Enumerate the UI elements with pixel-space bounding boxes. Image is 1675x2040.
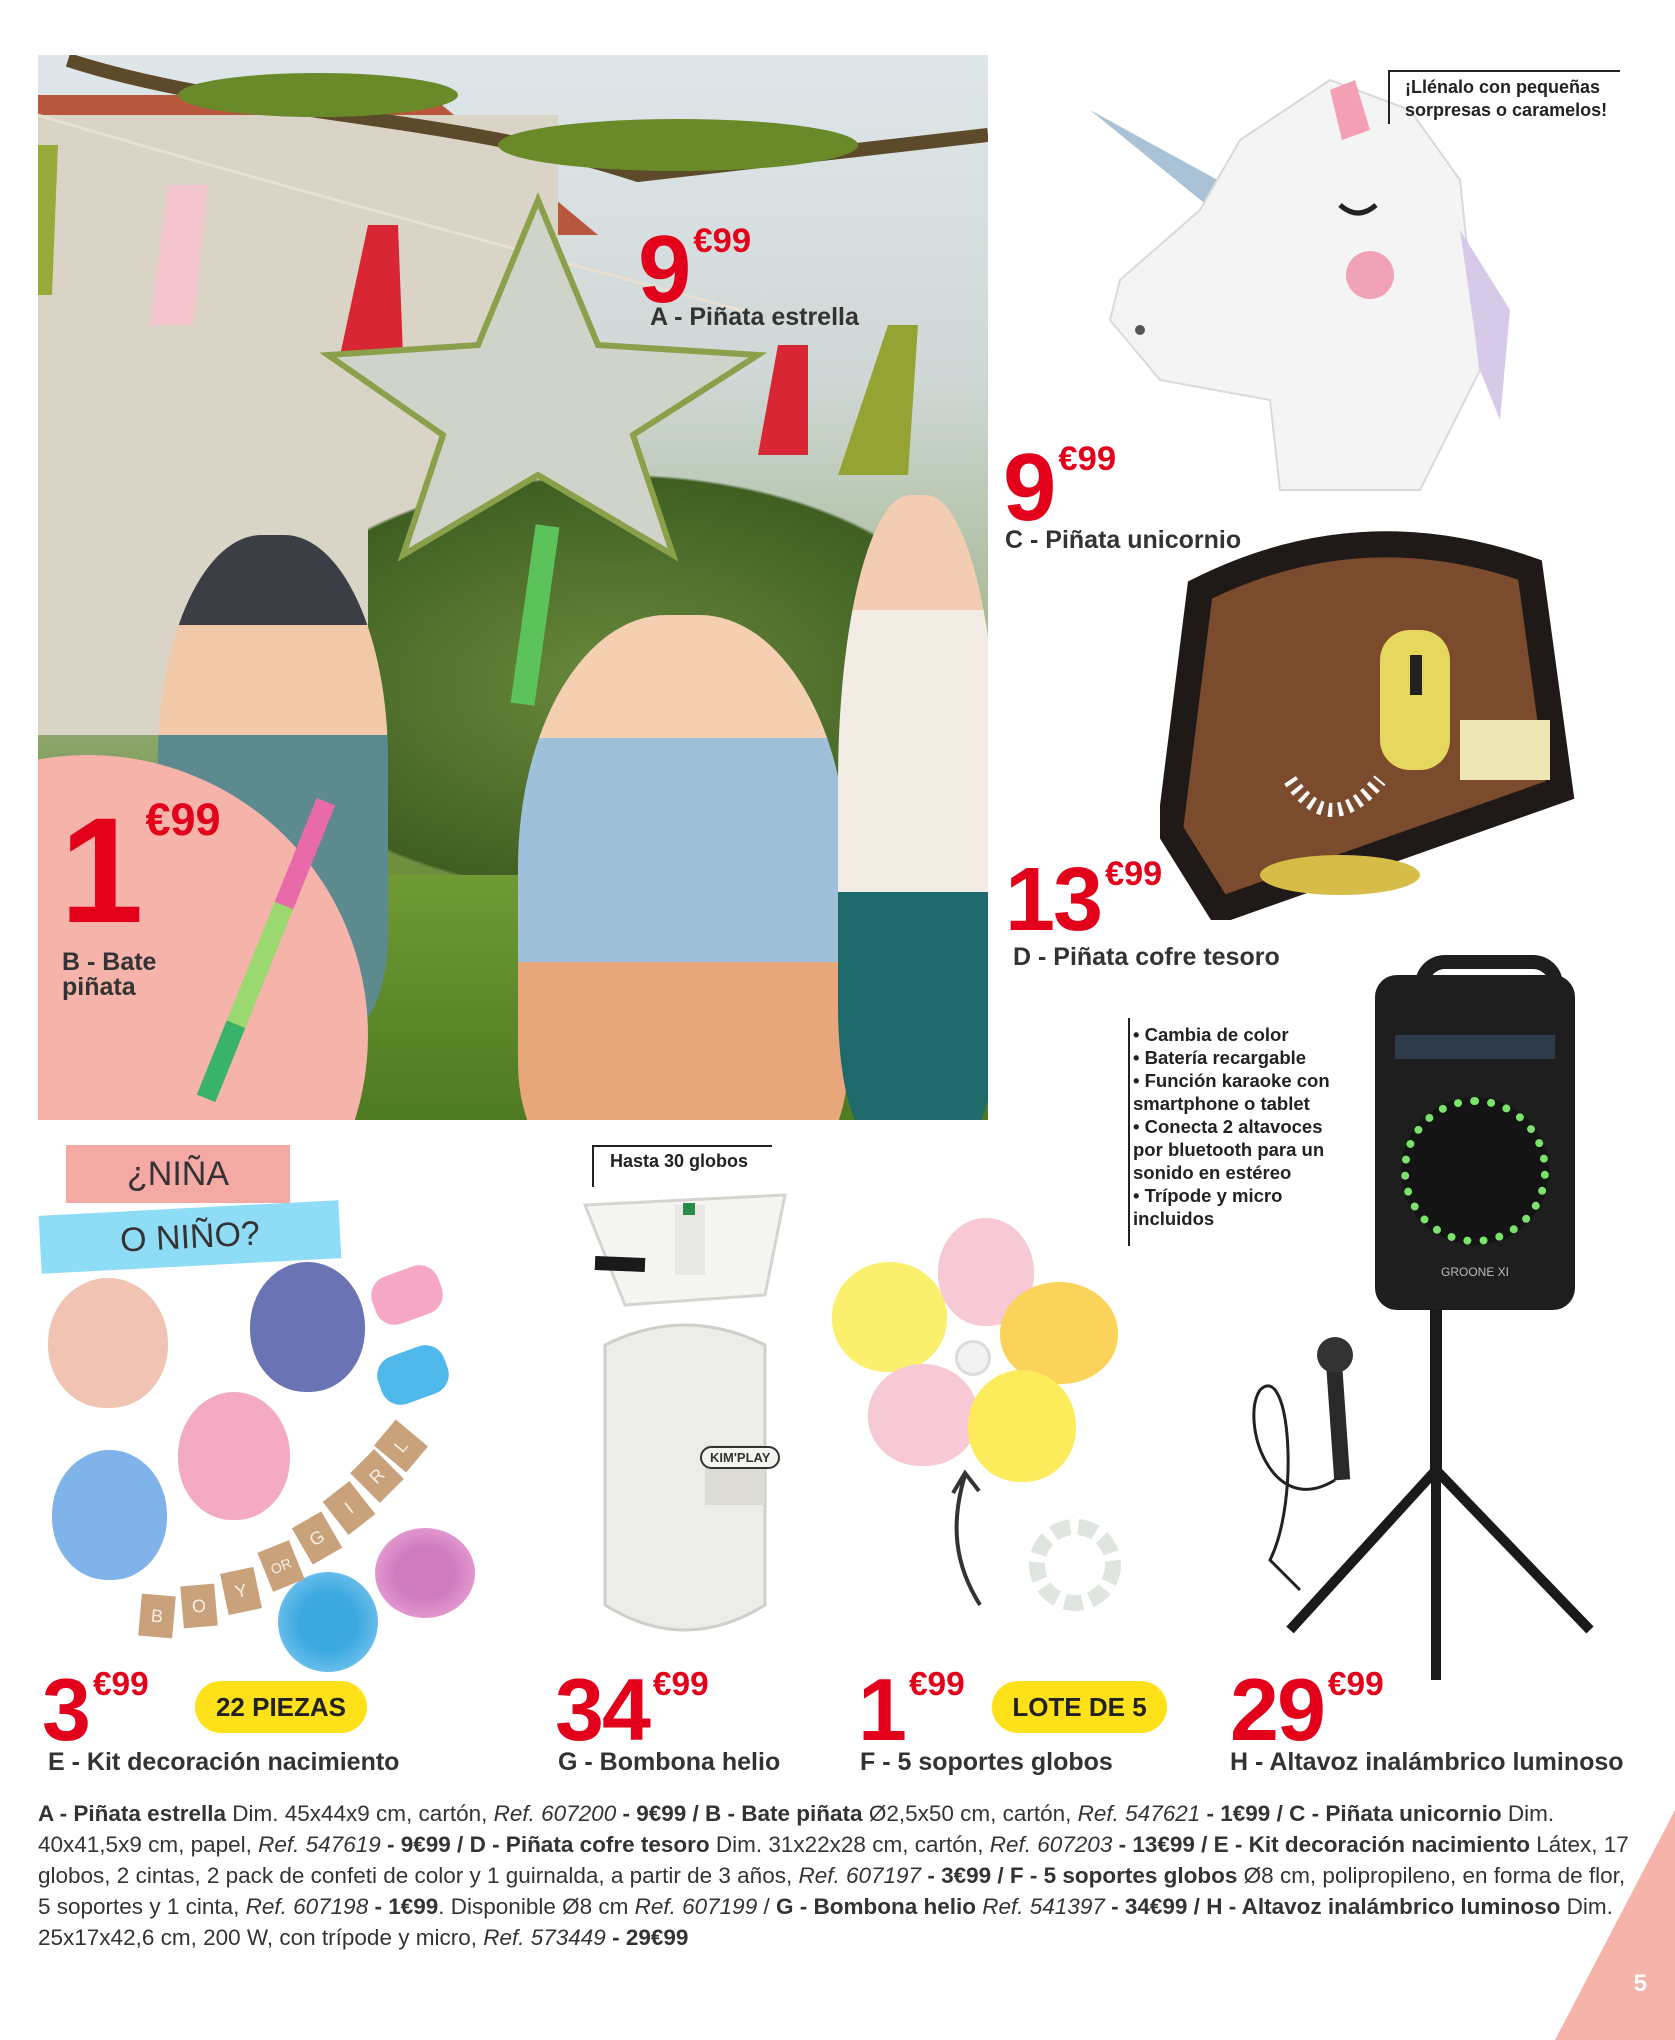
feature-4b: por bluetooth para un [1133, 1139, 1325, 1160]
desc-g-price: - 34€99 / [1104, 1894, 1200, 1919]
child-middle [518, 615, 848, 1120]
banner-letter-or: OR [257, 1540, 304, 1592]
banner-letter-o: O [180, 1584, 218, 1629]
desc-f-ref2: Ref. 607199 [634, 1894, 758, 1919]
desc-h-text: Dim. 25x17x42,6 cm, 200 W, con trípode y micro, [38, 1894, 1613, 1950]
speaker-brand: GROONE XI [1440, 1265, 1509, 1279]
label-d: D - Piñata cofre tesoro [1013, 943, 1280, 971]
callout-c [1405, 76, 1607, 122]
price-a: 9 €99 [638, 216, 752, 323]
banner-letter-b: B [138, 1594, 176, 1639]
price-b: 1€99 [60, 786, 221, 954]
price-e: 3 €99 [42, 1660, 149, 1759]
desc-h-name: H - Altavoz inalámbrico luminoso [1206, 1894, 1561, 1919]
desc-a-ref: Ref. 607200 [493, 1801, 617, 1826]
label-e: E - Kit decoración nacimiento [48, 1748, 400, 1776]
desc-d-price: - 13€99 / [1112, 1832, 1214, 1857]
desc-c-name: C - Piñata unicornio [1289, 1801, 1502, 1826]
desc-f-text: Ø8 cm, polipropileno, en forma de flor, 5 soportes y 1 cinta, [38, 1863, 1626, 1919]
callout-h-line [1128, 1018, 1130, 1246]
tripod-and-microphone-image [1230, 1300, 1650, 1700]
banner-letter-y: Y [220, 1567, 262, 1615]
feature-2: • Batería recargable [1133, 1047, 1307, 1068]
callout-c-line1: ¡Llénalo con pequeñas [1405, 77, 1601, 97]
feature-5b: incluidos [1133, 1208, 1215, 1229]
desc-e-text: Látex, 17 globos, 2 cintas, 2 pack de confeti de color y 1 guirnalda, a partir de 3 años, [38, 1832, 1629, 1888]
label-b-line1: B - Bate [62, 948, 157, 976]
desc-f-price: - 1€99 [368, 1894, 439, 1919]
desc-f-ref: Ref. 607198 [245, 1894, 369, 1919]
desc-h-ref: Ref. 573449 [483, 1925, 606, 1950]
label-a: A - Piñata estrella [650, 303, 859, 331]
feature-5: • Trípode y micro [1133, 1185, 1283, 1206]
desc-f-name: F - 5 soportes globos [1009, 1863, 1238, 1888]
desc-a-price: - 9€99 / [616, 1801, 706, 1826]
banner-letter-g: G [292, 1511, 342, 1564]
ribbon-pink [366, 1260, 449, 1331]
feature-4c: sonido en estéreo [1133, 1162, 1292, 1183]
callout-g: Hasta 30 globos [610, 1151, 749, 1171]
hero-photo [38, 55, 988, 1120]
treasure-chest-pinata-image [1160, 530, 1580, 920]
desc-e-name: E - Kit decoración nacimiento [1213, 1832, 1530, 1857]
balloon-blue-purple [250, 1262, 365, 1392]
callout-c-line2: sorpresas o caramelos! [1405, 100, 1608, 120]
desc-c-price: - 9€99 / [380, 1832, 470, 1857]
callout-g-line [592, 1145, 594, 1187]
child-right [838, 495, 988, 1120]
price-f: 1 €99 [858, 1660, 965, 1759]
feature-3b: smartphone o tablet [1133, 1093, 1310, 1114]
desc-f-extra: . Disponible Ø8 cm [438, 1894, 635, 1919]
page-number: 5 [1633, 1970, 1647, 1997]
banner-letter-i: I [323, 1481, 376, 1535]
banner-letter-l: L [374, 1419, 428, 1472]
flower-balloon-yellow-1 [832, 1262, 947, 1372]
label-h: H - Altavoz inalámbrico luminoso [1230, 1748, 1624, 1776]
desc-e-ref: Ref. 607197 [798, 1863, 922, 1888]
label-c: C - Piñata unicornio [1005, 526, 1242, 554]
desc-a-text: Dim. 45x44x9 cm, cartón, [226, 1801, 494, 1826]
desc-e-price: - 3€99 / [921, 1863, 1010, 1888]
speaker-panel [1395, 1035, 1555, 1059]
kimplay-logo: KIM'PLAY [700, 1446, 780, 1469]
desc-g-ref: Ref. 541397 [982, 1894, 1105, 1919]
desc-b-price: - 1€99 / [1200, 1801, 1290, 1826]
flower-balloon-orange [1000, 1282, 1118, 1384]
label-b [62, 950, 156, 1000]
desc-d-text: Dim. 31x22x28 cm, cartón, [709, 1832, 990, 1857]
balloon-peach [48, 1278, 168, 1408]
desc-b-name: B - Bate piñata [705, 1801, 863, 1826]
product-details-text [38, 1798, 1638, 1953]
desc-b-ref: Ref. 547621 [1077, 1801, 1201, 1826]
ribbon-blue [372, 1340, 455, 1411]
speaker-handle [1415, 955, 1563, 1019]
speaker-image [1375, 975, 1575, 1310]
arrow-and-support-image [935, 1455, 1135, 1635]
desc-d-ref: Ref. 607203 [989, 1832, 1113, 1857]
banner-letter-r: R [350, 1449, 404, 1503]
feature-4: • Conecta 2 altavoces [1133, 1116, 1323, 1137]
desc-g-name: G - Bombona helio [775, 1894, 976, 1919]
helium-tank-image [565, 1185, 805, 1655]
label-b-line2: piñata [62, 973, 136, 1001]
callout-g-line-top [592, 1145, 772, 1147]
label-f: F - 5 soportes globos [860, 1748, 1113, 1776]
callout-h [1133, 1023, 1330, 1230]
flower-balloon-pink-2 [868, 1364, 978, 1466]
unicorn-pinata-image [1080, 70, 1530, 500]
price-c: 9 €99 [1003, 434, 1117, 541]
boy-or-girl-banner [130, 1425, 450, 1645]
desc-c-text: Dim. 40x41,5x9 cm, papel, [38, 1801, 1555, 1857]
desc-b-text: Ø2,5x50 cm, cartón, [862, 1801, 1078, 1826]
desc-h-price: - 29€99 [605, 1925, 689, 1950]
badge-22-piezas: 22 PIEZAS [195, 1681, 367, 1733]
price-d: 13 €99 [1005, 850, 1163, 950]
price-h: 29 €99 [1230, 1660, 1384, 1759]
desc-c-ref: Ref. 547619 [258, 1832, 381, 1857]
flower-center-clip [955, 1340, 991, 1376]
speaker-led-ring [1401, 1097, 1549, 1245]
tag-nino: O NIÑO? [39, 1200, 342, 1274]
tag-nina: ¿NIÑA [66, 1145, 290, 1203]
badge-lote-de-5: LOTE DE 5 [992, 1681, 1167, 1733]
price-g: 34 €99 [555, 1660, 709, 1759]
desc-f-sep: / [757, 1894, 776, 1919]
desc-a-name: A - Piñata estrella [38, 1801, 226, 1826]
feature-1: • Cambia de color [1133, 1024, 1289, 1045]
feature-3: • Función karaoke con [1133, 1070, 1330, 1091]
desc-d-name: D - Piñata cofre tesoro [469, 1832, 710, 1857]
label-g: G - Bombona helio [558, 1748, 781, 1776]
